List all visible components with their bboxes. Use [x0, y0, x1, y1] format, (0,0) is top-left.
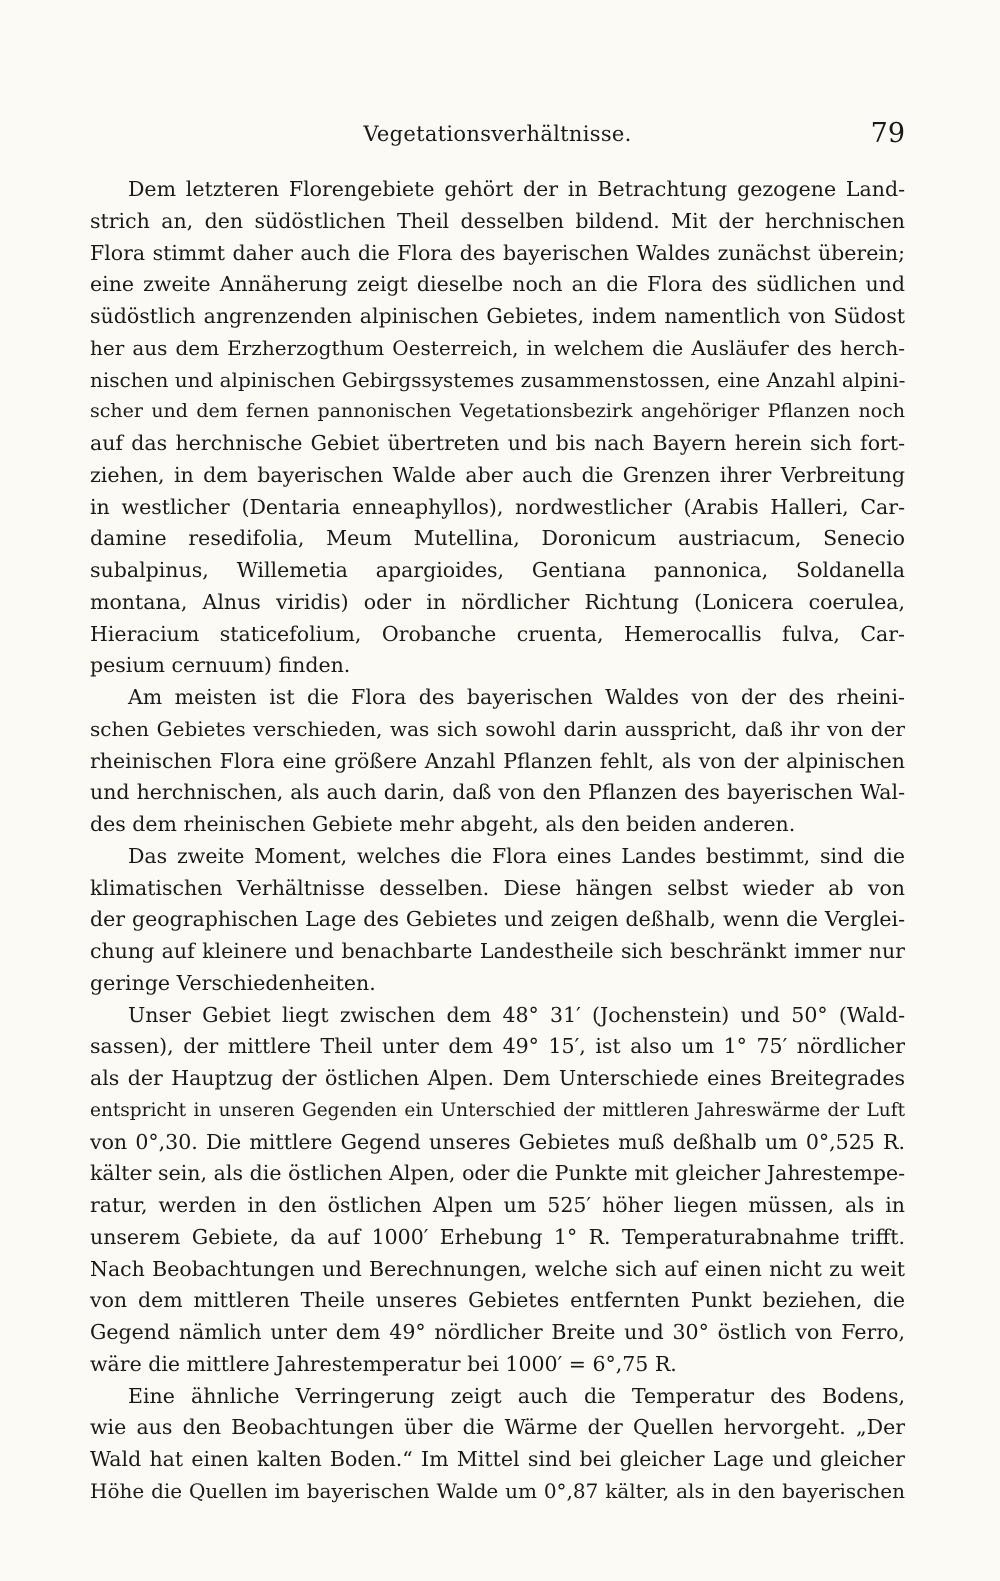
text-line: Höhe die Quellen im bayerischen Walde um 0°,87 kälter, als in den bayerischen	[90, 1478, 905, 1503]
text-line: südöstlich angrenzenden alpinischen Gebietes, indem namentlich von Südost	[90, 304, 905, 328]
text-line: Unser Gebiet liegt zwischen dem 48° 31′ (Jochenstein) und 50° (Wald-	[128, 1002, 905, 1027]
text-line: ratur, werden in den östlichen Alpen um 525′ höher liegen müssen, als in	[90, 1193, 905, 1217]
text-line: her aus dem Erzherzogthum Oesterreich, in welchem die Ausläufer des herch-	[90, 335, 905, 360]
text-line: von 0°,30. Die mittlere Gegend unseres Gebietes muß deßhalb um 0°,525 R.	[90, 1129, 905, 1154]
text-line: chung auf kleinere und benachbarte Landestheile sich beschränkt immer nur	[90, 939, 905, 963]
page-number: 79	[870, 118, 905, 149]
text-line: Das zweite Moment, welches die Flora eines Landes bestimmt, sind die	[128, 843, 905, 868]
text-line: Eine ähnliche Verringerung zeigt auch die Temperatur des Bodens,	[128, 1383, 905, 1408]
text-line: montana, Alnus viridis) oder in nördlicher Richtung (Lonicera coerulea,	[90, 589, 905, 614]
text-line: Dem letzteren Florengebiete gehört der in Betrachtung gezogene Land-	[128, 177, 905, 201]
text-line: ziehen, in dem bayerischen Walde aber auch die Grenzen ihrer Verbreitung	[90, 462, 905, 487]
page-header	[90, 118, 905, 154]
running-head: Vegetationsverhältnisse.	[363, 122, 632, 146]
text-line: schen Gebietes verschieden, was sich sowohl darin ausspricht, daß ihr von der	[90, 716, 905, 741]
text-line: subalpinus, Willemetia apargioides, Gentiana pannonica, Soldanella	[90, 558, 905, 582]
text-line: als der Hauptzug der östlichen Alpen. Dem Unterschiede eines Breitegrades	[90, 1066, 905, 1090]
text-line: sassen), der mittlere Theil unter dem 49° 15′, ist also um 1° 75′ nördlicher	[90, 1034, 905, 1059]
text-line: des dem rheinischen Gebiete mehr abgeht, als den beiden anderen.	[90, 812, 796, 836]
text-line: Wald hat einen kalten Boden.“ Im Mittel sind bei gleicher Lage und gleicher	[90, 1447, 905, 1471]
text-line: Hieracium staticefolium, Orobanche cruenta, Hemerocallis fulva, Car-	[90, 621, 905, 646]
text-line: auf das herchnische Gebiet übertreten und bis nach Bayern herein sich fort-	[90, 431, 905, 455]
text-line: Am meisten ist die Flora des bayerischen Waldes von der des rheini-	[128, 685, 905, 709]
text-line: entspricht in unseren Gegenden ein Unterschied der mittleren Jahreswärme der Luft	[90, 1099, 905, 1121]
text-line: geringe Verschiedenheiten.	[90, 970, 376, 995]
text-line: unserem Gebiete, da auf 1000′ Erhebung 1° R. Temperaturabnahme trifft.	[90, 1224, 905, 1249]
text-line: pesium cernuum) finden.	[90, 653, 351, 678]
text-line: der geographischen Lage des Gebietes und zeigen deßhalb, wenn die Verglei-	[90, 907, 905, 932]
text-line: damine resedifolia, Meum Mutellina, Doronicum austriacum, Senecio	[90, 526, 905, 551]
text-line: rheinischen Flora eine größere Anzahl Pflanzen fehlt, als von der alpinischen	[90, 748, 905, 773]
text-line: in westlicher (Dentaria enneaphyllos), nordwestlicher (Arabis Halleri, Car-	[90, 494, 905, 519]
text-line: wäre die mittlere Jahrestemperatur bei 1000′ = 6°,75 R.	[90, 1351, 677, 1376]
text-line: wie aus den Beobachtungen über die Wärme der Quellen hervorgeht. „Der	[90, 1415, 905, 1440]
text-line: Flora stimmt daher auch die Flora des bayerischen Waldes zunächst überein;	[90, 240, 905, 265]
text-line: klimatischen Verhältnisse desselben. Diese hängen selbst wieder ab von	[90, 875, 905, 900]
text-line: strich an, den südöstlichen Theil desselben bildend. Mit der herchnischen	[90, 208, 905, 233]
text-line: scher und dem fernen pannonischen Vegetationsbezirk angehöriger Pflanzen noch	[90, 400, 905, 423]
text-line: nischen und alpinischen Gebirgssystemes zusammenstossen, eine Anzahl alpini-	[90, 367, 905, 392]
text-line: Gegend nämlich unter dem 49° nördlicher Breite und 30° östlich von Ferro,	[90, 1320, 905, 1344]
text-line: Nach Beobachtungen und Berechnungen, welche sich auf einen nicht zu weit	[90, 1256, 905, 1281]
text-line: und herchnischen, als auch darin, daß von den Pflanzen des bayerischen Wal-	[90, 780, 905, 805]
text-line: von dem mittleren Theile unseres Gebietes entfernten Punkt beziehen, die	[90, 1288, 905, 1313]
body-text	[90, 174, 905, 1508]
text-line: kälter sein, als die östlichen Alpen, oder die Punkte mit gleicher Jahrestempe-	[90, 1161, 905, 1186]
text-line: eine zweite Annäherung zeigt dieselbe noch an die Flora des südlichen und	[90, 272, 905, 297]
